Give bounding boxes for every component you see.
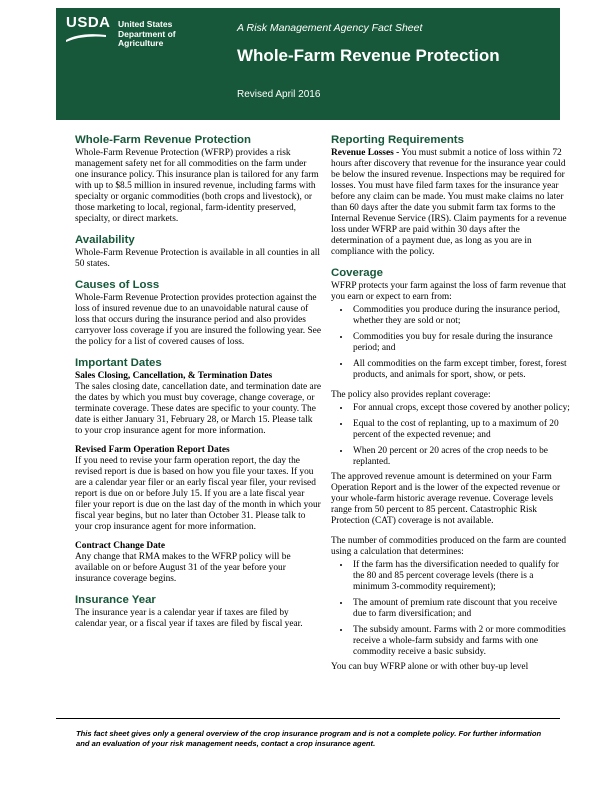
subheading-revised-report: Revised Farm Operation Report Dates <box>75 445 230 455</box>
contract-change-paragraph: Any change that RMA makes to the WFRP policy will be available on or before August 31 of the year before your insurance coverage begins. <box>75 552 291 584</box>
list-item: • Commodities you buy for resale during the insurance period; and <box>351 332 571 354</box>
series-label: A Risk Management Agency Fact Sheet <box>237 22 423 34</box>
page-title: Whole-Farm Revenue Protection <box>237 46 500 65</box>
replant-list <box>331 403 571 468</box>
disclaimer-text: This fact sheet gives only a general overview of the crop insurance program and is not a complete policy. For further information and an evaluation of your risk management needs, contact a crop insurance agent. <box>76 729 542 748</box>
subheading-sales-closing: Sales Closing, Cancellation, & Termination Dates <box>75 371 273 381</box>
subheading-contract-change: Contract Change Date <box>75 541 166 551</box>
section-heading-insurance-year: Insurance Year <box>75 594 156 606</box>
reporting-paragraph <box>331 148 571 258</box>
list-item: • Commodities you produce during the insurance period, whether they are sold or not; <box>351 305 571 327</box>
section-heading-wfrp: Whole-Farm Revenue Protection <box>75 134 251 146</box>
commodity-count-intro: The number of commodities produced on the farm are counted using a calculation that determines: <box>331 536 567 557</box>
revenue-losses-text: You must submit a notice of loss within 72 hours after discovery that revenue for the insurance year could be below the insured revenue. Inspections may be required for losses. You must have filed farm taxes for the insurance year before any claim can be made. You must make claims no later than 60 days after the date you submit farm tax forms to the Internal Revenue Service (IRS). Claim payments for a revenue loss under WFRP are paid within 30 days after the determination of a payment due, as long as you are in compliance with the policy. <box>331 148 567 257</box>
list-item: • For annual crops, except those covered by another policy; <box>351 403 571 414</box>
right-column <box>331 130 571 673</box>
replant-intro: The policy also provides replant coverage: <box>331 390 491 400</box>
department-name: United States Department of Agriculture <box>118 19 176 48</box>
section-heading-reporting: Reporting Requirements <box>331 134 464 146</box>
section-heading-dates: Important Dates <box>75 357 162 369</box>
list-item: • The amount of premium rate discount that you receive due to farm diversification; and <box>351 598 571 620</box>
causes-paragraph: Whole-Farm Revenue Protection provides protection against the loss of insured revenue due to an unavoidable natural cause of loss that occurs during the insurance period and also provides carryover loss coverage if you are insured the following year. See the policy for a list of covered causes of loss. <box>75 293 322 347</box>
coverage-intro: WFRP protects your farm against the loss of farm revenue that you earn or expect to earn from: <box>331 281 567 302</box>
section-heading-coverage: Coverage <box>331 267 383 279</box>
list-item: • All commodities on the farm except timber, forest, forest products, and animals for sport, show, or pets. <box>351 359 571 381</box>
left-column <box>75 130 321 630</box>
approved-revenue-paragraph: The approved revenue amount is determined on your Farm Operation Report and is the lower of the expected revenue or your whole-farm historic average revenue. Coverage levels range from 50 percent to 85 percent. Catastrophic Risk Protection (CAT) coverage is not available. <box>331 472 561 526</box>
usda-logo-swoosh-icon <box>66 32 106 42</box>
commodity-count-list <box>331 560 571 658</box>
revision-date: Revised April 2016 <box>237 89 321 100</box>
insurance-year-paragraph: The insurance year is a calendar year if taxes are filed by calendar year, or a fiscal year if taxes are filed by fiscal year. <box>75 608 303 629</box>
list-item: • If the farm has the diversification needed to qualify for the 80 and 85 percent coverage levels (there is a minimum 3-commodity requirement); <box>351 560 571 593</box>
coverage-list <box>331 305 571 381</box>
list-item: • The subsidy amount. Farms with 2 or more commodities receive a whole-farm subsidy and farms with one commodity receive a basic subsidy. <box>351 625 571 658</box>
section-heading-causes: Causes of Loss <box>75 279 160 291</box>
fact-sheet-header <box>56 8 560 120</box>
revised-report-paragraph: If you need to revise your farm operation report, the day the revised report is due is based on how you file your taxes. If you are a calendar year filer or an early fiscal year filer, your revised report is due on or before July 15. If you are a late fiscal year filer your report is due on the last day of the month in which your fiscal year begins, but no later than October 31. Please talk to your crop insurance agent for more information. <box>75 456 321 532</box>
list-item: • When 20 percent or 20 acres of the crop needs to be replanted. <box>351 446 571 468</box>
disclaimer-footer <box>56 718 560 749</box>
section-heading-availability: Availability <box>75 234 135 246</box>
sales-closing-paragraph: The sales closing date, cancellation date, and termination date are the dates by which you must buy coverage, change coverage, or terminate coverage. These dates are specific to your county. The date is either January 31, February 28, or March 15. Please talk to your crop insurance agent for more information. <box>75 382 321 436</box>
revenue-losses-label: Revenue Losses - <box>331 148 400 158</box>
usda-logo: USDA <box>66 14 111 31</box>
wfrp-paragraph: Whole-Farm Revenue Protection (WFRP) provides a risk management safety net for all commodities on the farm under one insurance policy. This insurance plan is tailored for any farm with up to $8.5 million in insured revenue, including farms with specialty or organic commodities (both crops and livestock), or those marketing to local, regional, farm-identity preserved, specialty, or direct markets. <box>75 148 319 224</box>
list-item: • Equal to the cost of replanting, up to a maximum of 20 percent of the expected revenue; and <box>351 419 571 441</box>
availability-paragraph: Whole-Farm Revenue Protection is available in all counties in all 50 states. <box>75 248 320 269</box>
buy-alone-paragraph: You can buy WFRP alone or with other buy-up level <box>331 662 529 672</box>
